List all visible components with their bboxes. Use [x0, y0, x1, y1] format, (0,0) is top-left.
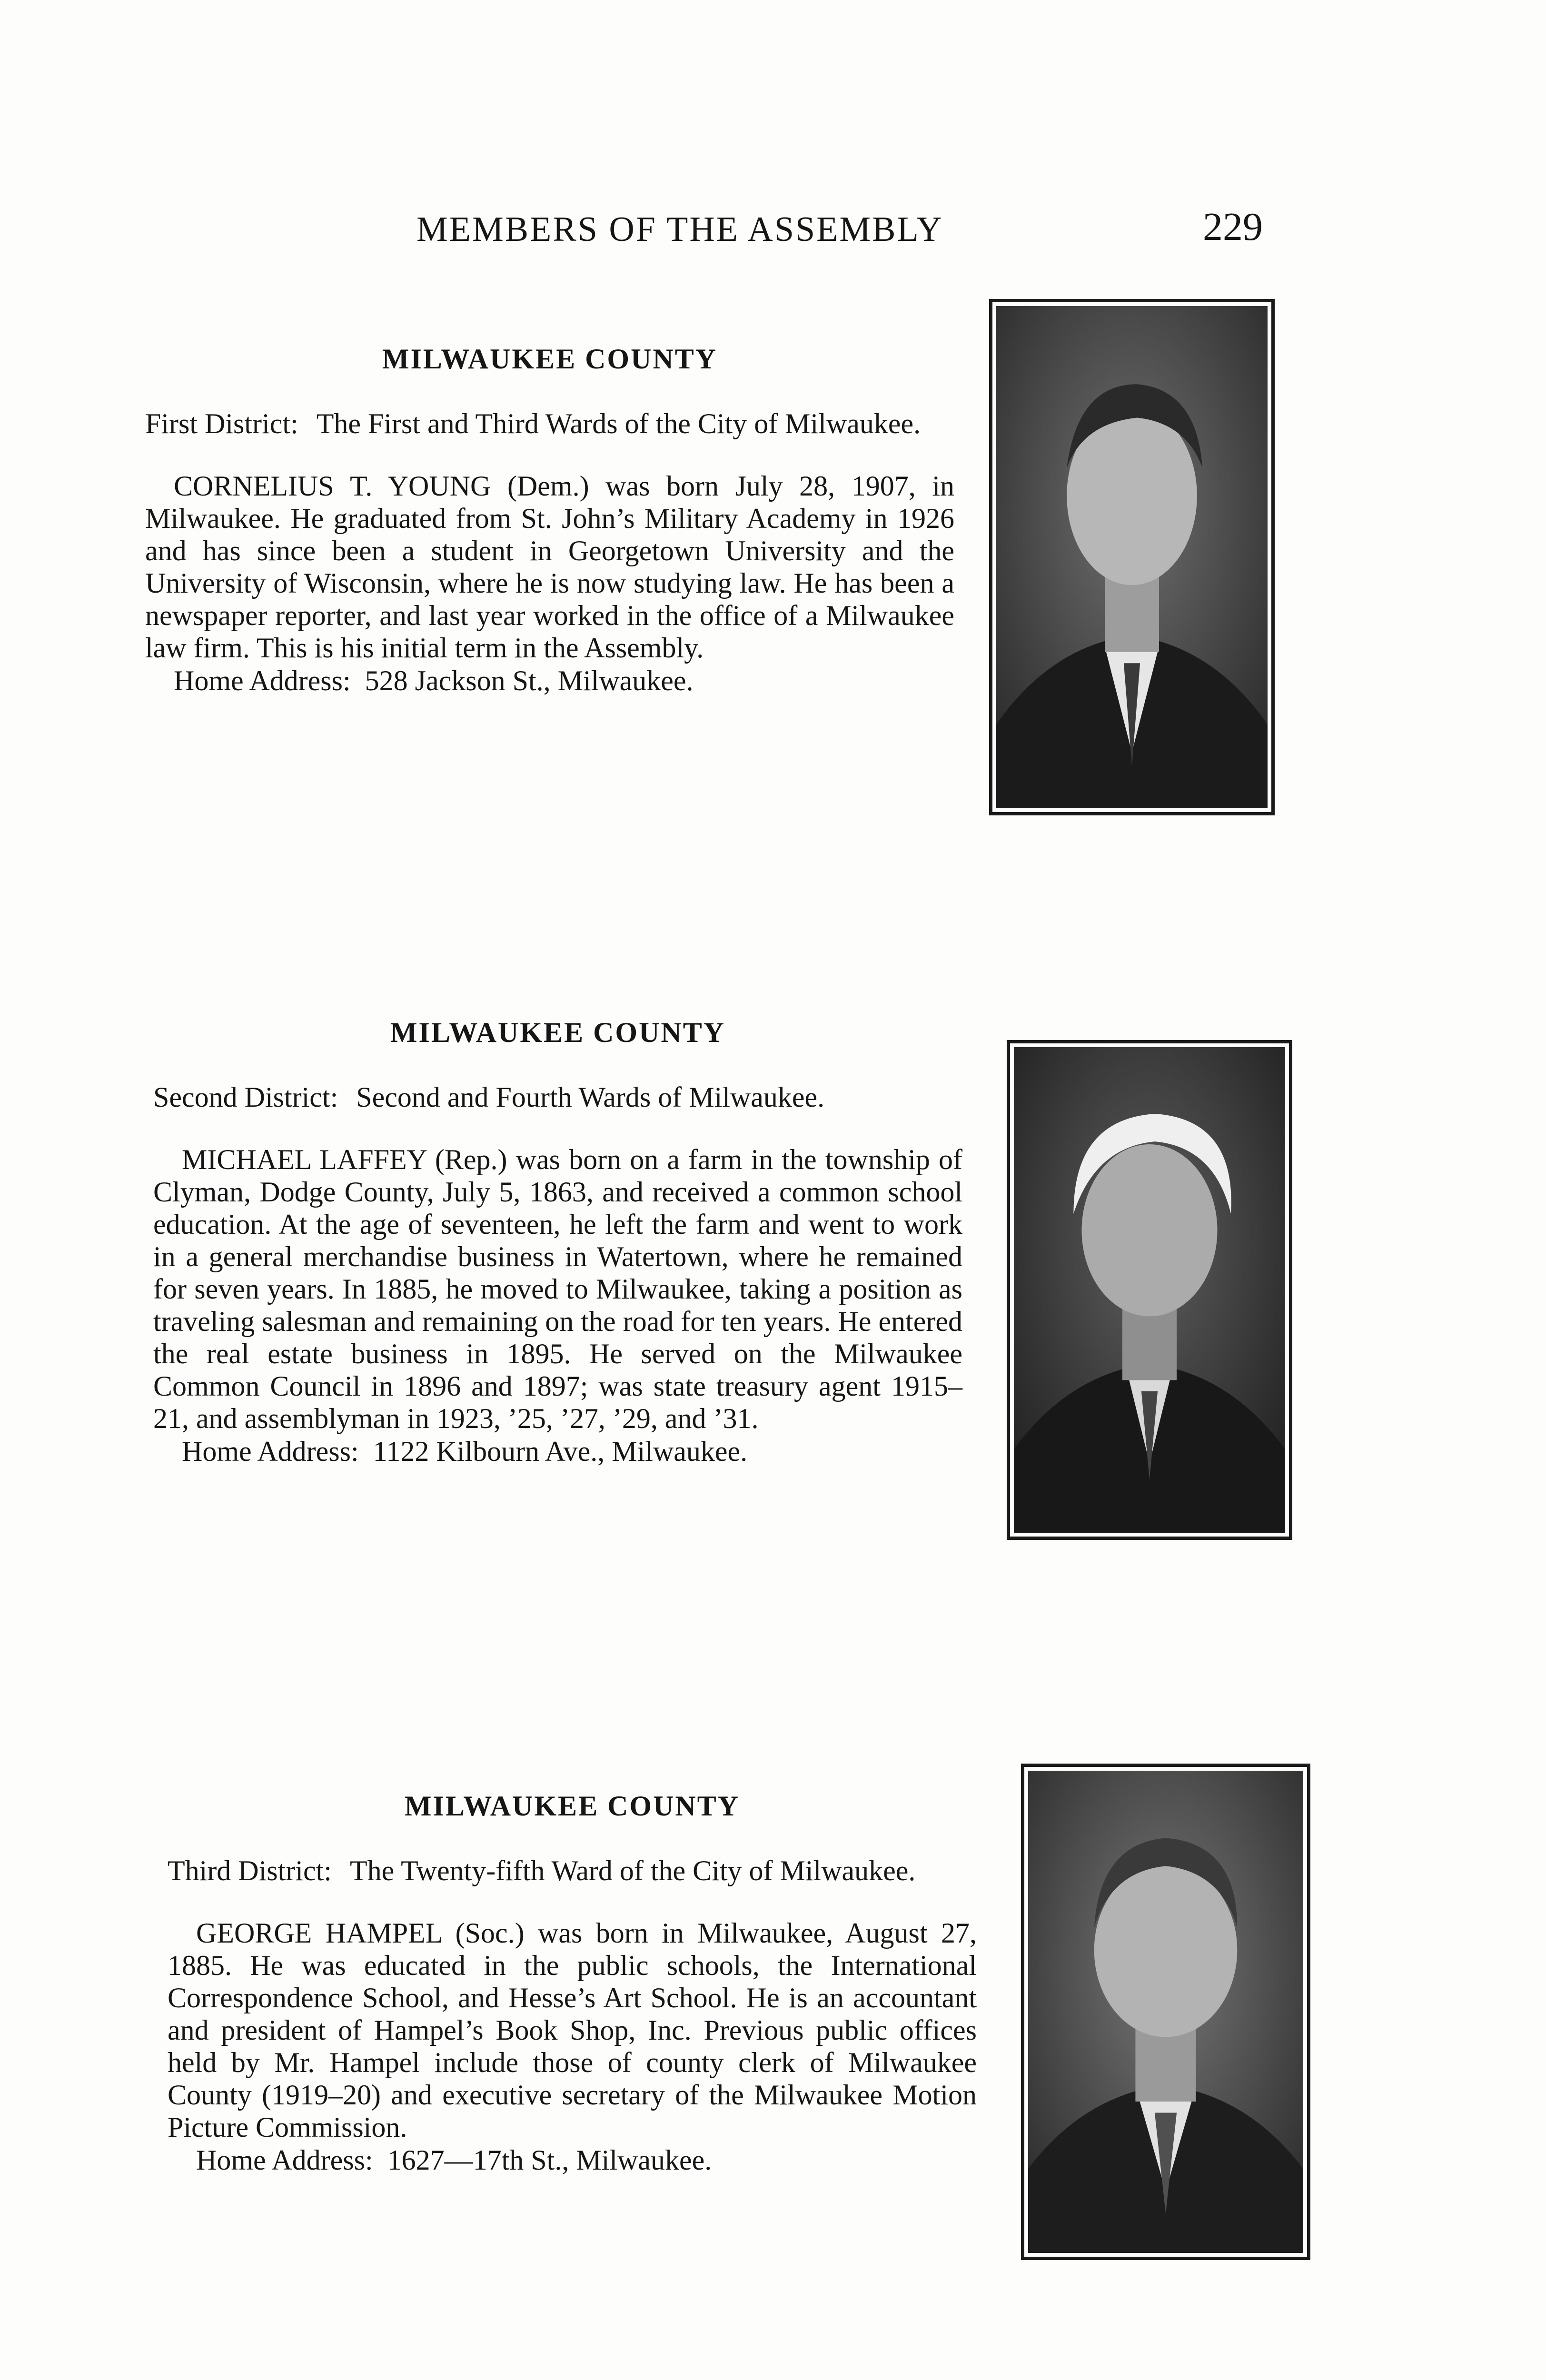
district-label: Second District: — [153, 1081, 338, 1113]
home-address-label: Home Address: — [174, 665, 351, 696]
home-address-value: 528 Jackson St., Milwaukee. — [365, 665, 694, 696]
home-address-label: Home Address: — [182, 1436, 359, 1467]
county-heading: MILWAUKEE COUNTY — [382, 343, 718, 375]
home-address-line — [145, 664, 954, 697]
portrait-laffey-image — [1014, 1047, 1285, 1533]
home-address-label: Home Address: — [196, 2144, 373, 2176]
home-address-line — [153, 1435, 962, 1468]
district-description: The First and Third Wards of the City of Milwaukee. — [316, 408, 921, 439]
portrait-young-image — [996, 306, 1268, 808]
district-line — [168, 1853, 977, 1888]
home-address-value: 1122 Kilbourn Ave., Milwaukee. — [373, 1436, 748, 1467]
portrait-hampel-image — [1028, 1771, 1303, 2253]
county-heading: MILWAUKEE COUNTY — [390, 1017, 726, 1048]
running-head: MEMBERS OF THE ASSEMBLY — [416, 210, 943, 249]
district-line — [153, 1080, 962, 1115]
page-number: 229 — [1203, 205, 1263, 249]
district-description: The Twenty-fifth Ward of the City of Milwaukee. — [349, 1855, 916, 1886]
county-heading: MILWAUKEE COUNTY — [404, 1790, 740, 1822]
member-entry-laffey — [153, 1016, 962, 1468]
district-description: Second and Fourth Wards of Milwaukee. — [356, 1081, 825, 1113]
home-address-line — [168, 2143, 977, 2177]
district-line — [145, 406, 954, 441]
member-entry-young — [145, 343, 954, 697]
member-biography: MICHAEL LAFFEY (Rep.) was born on a farm in the township of Clyman, Dodge County, July 5, 1863, and received a common school education. At the age of seventeen, he left the farm and went to work in a general merchandise business in Watertown, where he remained for seven years. In 1885, he moved to Milwaukee, taking a position as traveling salesman and remaining on the road for ten years. He entered the real estate business in 1895. He served on the Milwaukee Common Council in 1896 and 1897; was state treasury agent 1915–21, and assemblyman in 1923, ’25, ’27, ’29, and ’31. — [153, 1144, 962, 1434]
portrait-photo-laffey — [1007, 1040, 1292, 1540]
member-entry-hampel — [168, 1790, 977, 2177]
portrait-photo-young — [989, 299, 1275, 815]
district-label: Third District: — [168, 1855, 332, 1886]
member-biography: GEORGE HAMPEL (Soc.) was born in Milwaukee, August 27, 1885. He was educated in the public schools, the International Correspondence School, and Hesse’s Art School. He is an accountant and president of Hampel’s Book Shop, Inc. Previous public offices held by Mr. Hampel include those of county clerk of Milwaukee County (1919–20) and executive secretary of the Milwaukee Motion Picture Commission. — [168, 1917, 977, 2143]
home-address-value: 1627—17th St., Milwaukee. — [387, 2144, 712, 2176]
member-biography: CORNELIUS T. YOUNG (Dem.) was born July 28, 1907, in Milwaukee. He graduated from St. John’s Military Academy in 1926 and has since been a student in Georgetown University and the University of Wisconsin, where he is now studying law. He has been a newspaper reporter, and last year worked in the office of a Milwaukee law firm. This is his initial term in the Assembly. — [145, 470, 954, 664]
portrait-photo-hampel — [1021, 1764, 1310, 2260]
district-label: First District: — [145, 408, 298, 439]
